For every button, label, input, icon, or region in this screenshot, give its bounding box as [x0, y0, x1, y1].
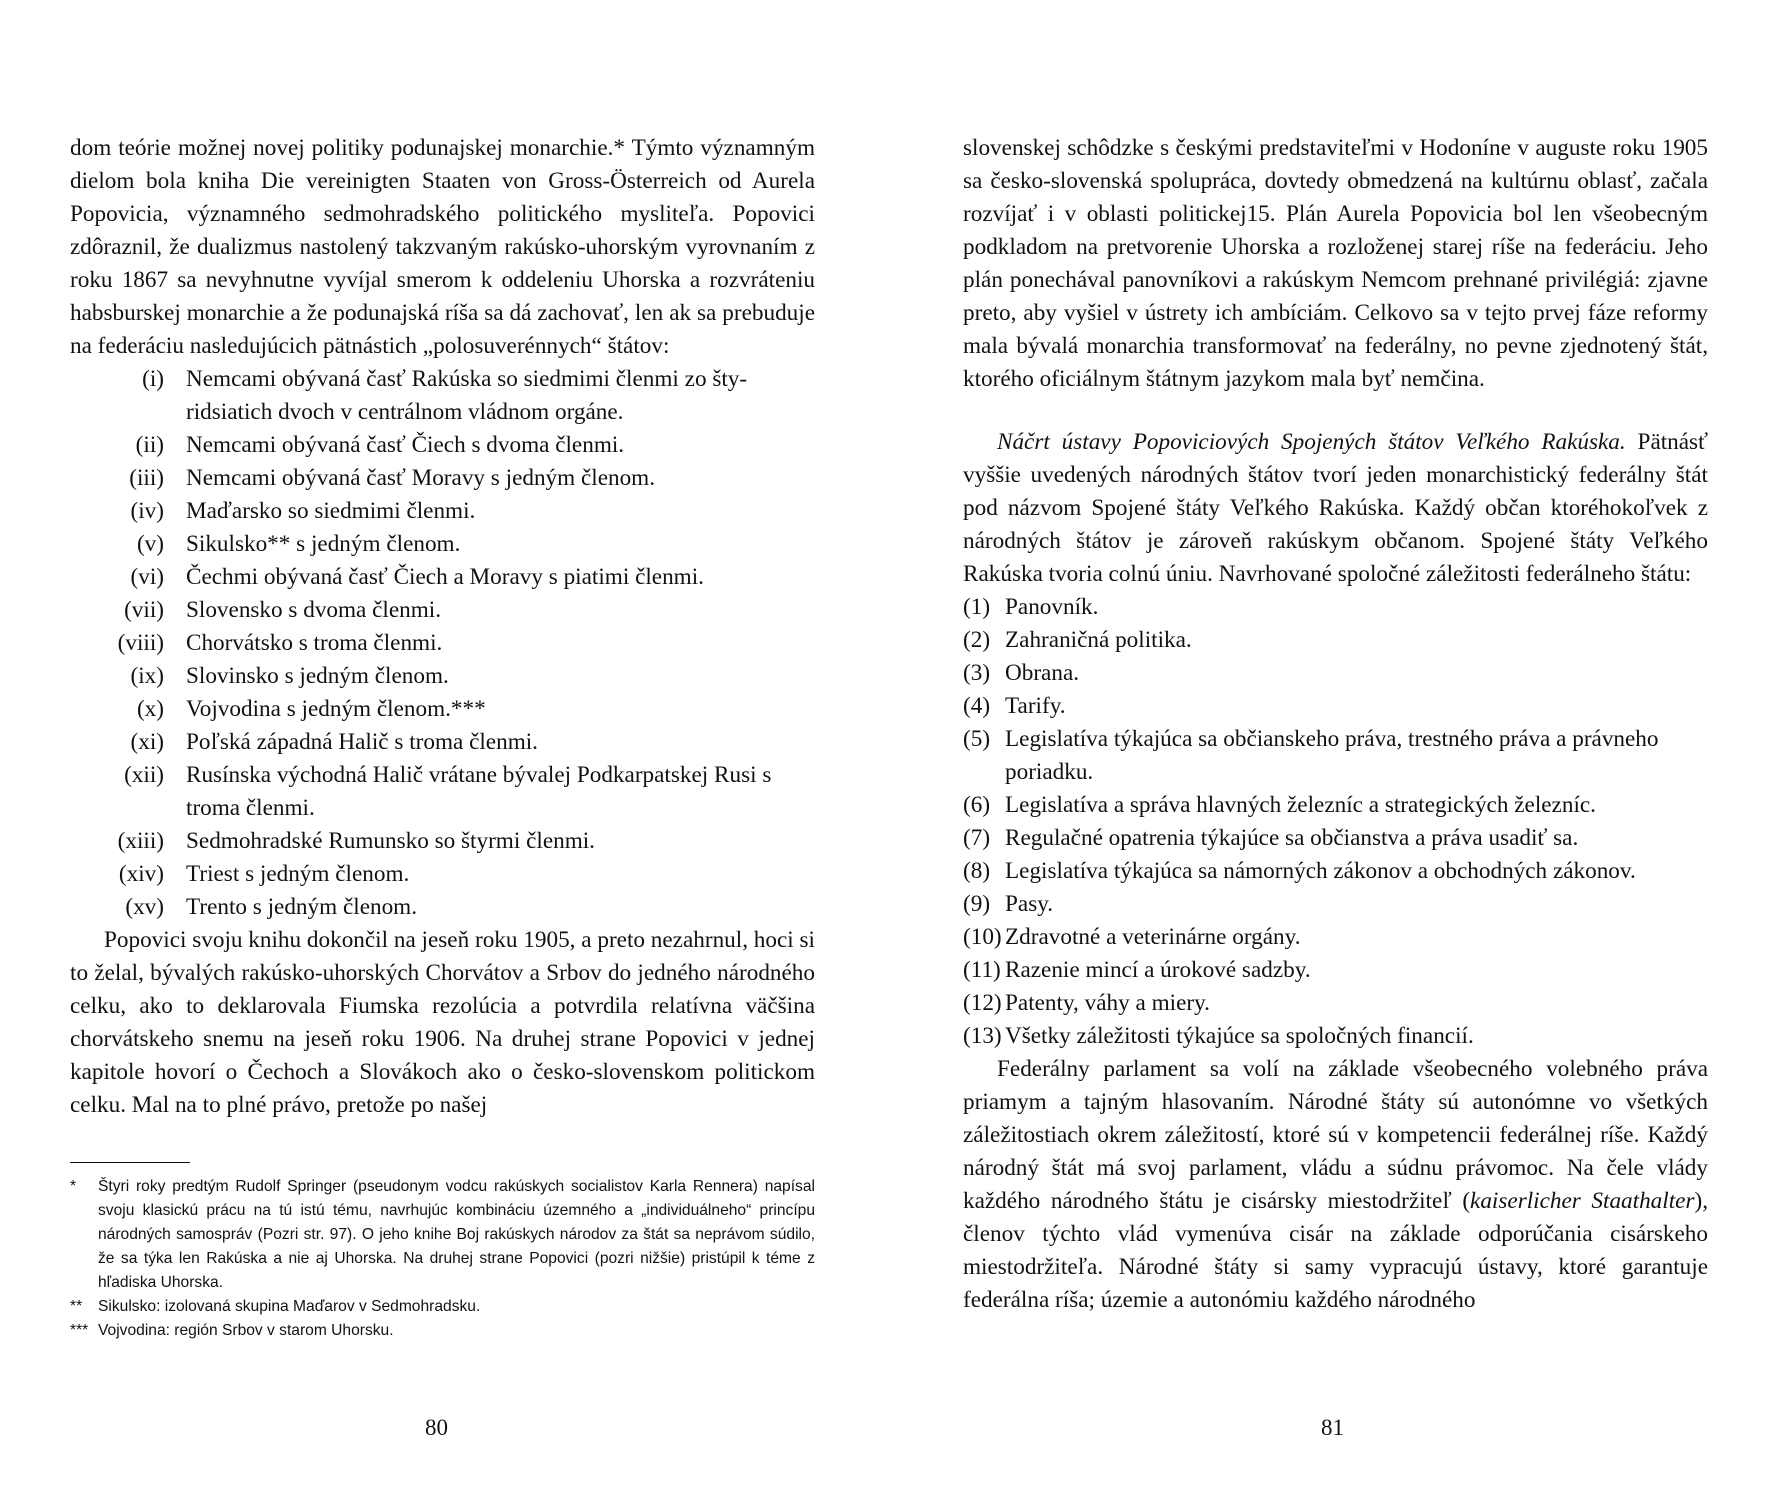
list-item-text: Tarify.	[1005, 693, 1066, 719]
list-item	[70, 429, 815, 462]
list-item	[963, 723, 1708, 789]
footnote-divider	[70, 1162, 190, 1163]
list-item-number: (11)	[963, 957, 1001, 983]
list-item	[963, 888, 1708, 921]
list-item-number: (13)	[963, 1023, 1002, 1049]
list-item-number: (xiv)	[118, 861, 164, 887]
list-item	[963, 822, 1708, 855]
list-item-number: (10)	[963, 924, 1002, 950]
footnote-text: Vojvodina: región Srbov v starom Uhorsku.	[98, 1322, 394, 1339]
footnote	[70, 1175, 815, 1295]
list-item-number: (8)	[963, 858, 991, 884]
list-item-number: (12)	[963, 990, 1002, 1016]
list-item-number: (xi)	[130, 729, 164, 755]
page-number-right: 81	[1321, 1415, 1344, 1440]
list-item-text: Obrana.	[1005, 660, 1080, 686]
list-item	[963, 789, 1708, 822]
list-item-number: (ii)	[135, 432, 164, 458]
list-item-number: (x)	[136, 696, 164, 722]
list-item-text: Trento s jedným členom.	[186, 894, 418, 920]
list-item	[70, 693, 815, 726]
footnote-mark: **	[70, 1298, 83, 1315]
right-para-2-rest: Pätnásť vyššie uvedených národných štátov tvorí jeden monarchistický federálny štát pod názvom Spojené štáty Veľkého Rakúska. Každý občan ktoréhokoľvek z národných štátov je zároveň rakúskym občanom. Spojené štáty Veľkého Rakúska tvoria colnú úniu. Navrhované spoločné záležitosti federálneho štátu:	[963, 429, 1708, 587]
list-item-number: (ix)	[130, 663, 164, 689]
right-para-2-italic: Náčrt ústavy Popoviciových Spojených štátov Veľkého Rakúska.	[997, 429, 1626, 455]
list-item-text: Slovinsko s jedným členom.	[186, 663, 449, 689]
list-item-number: (xv)	[125, 894, 164, 920]
list-item-number: (2)	[963, 627, 991, 653]
list-item-text: Čechmi obývaná časť Čiech a Moravy s piatimi členmi.	[186, 564, 704, 590]
list-item-number: (vii)	[124, 597, 164, 623]
list-item-number: (1)	[963, 594, 991, 620]
list-item	[70, 627, 815, 660]
list-item	[963, 657, 1708, 690]
left-closing-paragraph: Popovici svoju knihu dokončil na jeseň roku 1905, a preto nezahrnul, hoci si to želal, bývalých rakúsko-uhorských Chorvátov a Srbov do jedného národného celku, ako to deklarovala Fiumska rezolúcia a potvrdila relatívna väčšina chorvátskeho snemu na jeseň roku 1906. Na druhej strane Popovici v jednej kapitole hovorí o Čechoch a Slovákoch ako o česko-slovenskom politickom celku. Mal na to plné právo, pretože po našej	[70, 927, 815, 1118]
list-item	[963, 921, 1708, 954]
list-item-text: Slovensko s dvoma členmi.	[186, 597, 442, 623]
list-item-text: Sedmohradské Rumunsko so štyrmi členmi.	[186, 828, 595, 854]
list-item-text: Nemcami obývaná časť Rakúska so siedmimi členmi zo štyridsiatich dvoch v centrálnom vládnom orgáne.	[186, 366, 748, 425]
list-item-number: (iii)	[129, 465, 164, 491]
list-item-number: (vi)	[130, 564, 164, 590]
list-item-text: Legislatíva týkajúca sa námorných zákonov a obchodných zákonov.	[1005, 858, 1636, 884]
list-item-text: Vojvodina s jedným členom.***	[186, 696, 486, 722]
footnote	[70, 1319, 815, 1343]
list-item-number: (9)	[963, 891, 991, 917]
list-item	[963, 591, 1708, 624]
list-item-number: (xiii)	[117, 828, 164, 854]
right-para-3-b: ), členov týchto vlád vymenúva cisár na základe odporúčania cisárskeho miestodržiteľa. Národné štáty si samy vypracujú ústavy, ktoré garantuje federálna ríša; územie a autonómiu každého národného	[963, 1188, 1708, 1313]
right-para-2	[963, 426, 1708, 591]
list-item	[70, 726, 815, 759]
right-page	[963, 132, 1708, 1317]
list-item-text: Zahraničná politika.	[1005, 627, 1192, 653]
list-item-number: (6)	[963, 792, 991, 818]
list-item-text: Legislatíva a správa hlavných železníc a strategických železníc.	[1005, 792, 1596, 818]
list-item	[963, 624, 1708, 657]
affairs-items	[963, 591, 1708, 1053]
list-item-number: (v)	[136, 531, 164, 557]
list-item-text: Všetky záležitosti týkajúce sa spoločných financií.	[1005, 1023, 1474, 1049]
list-item-text: Maďarsko so siedmimi členmi.	[186, 498, 476, 524]
page-number-left: 80	[425, 1415, 448, 1440]
list-item	[963, 987, 1708, 1020]
footnote-text: Štyri roky predtým Rudolf Springer (pseudonym vodcu rakúskych socialistov Karla Rennera) napísal svoju klasickú prácu na tú istú tému, navrhujúc kombináciu územného a „individuálneho“ princípu národných samospráv (Pozri str. 97). O jeho knihe Boj rakúskych národov za štát sa neprávom súdilo, že sa týka len Rakúska a nie aj Uhorska. Na druhej strane Popovici (pozri nižšie) pristúpil k téme z hľadiska Uhorska.	[98, 1178, 815, 1291]
common-affairs-list	[963, 591, 1708, 1053]
list-item-text: Pasy.	[1005, 891, 1054, 917]
list-item-number: (7)	[963, 825, 991, 851]
list-item	[70, 528, 815, 561]
left-intro-paragraph: dom teórie možnej novej politiky podunajskej monarchie.* Týmto významným dielom bola kniha Die vereinigten Staaten von Gross-Österreich od Aurela Popovicia, významného sedmohradského politického mysliteľa. Popovici zdôraznil, že dualizmus nastolený takzvaným rakúsko-uhorským vyrovnaním z roku 1867 sa nevyhnutne vyvíjal smerom k oddeleniu Uhorska a rozvráteniu habsburskej monarchie a že podunajská ríša sa dá zachovať, len ak sa prebuduje na federáciu nasledujúcich pätnástich „polosuverénnych“ štátov:	[70, 135, 815, 359]
list-item-text: Zdravotné a veterinárne orgány.	[1005, 924, 1301, 950]
list-item-text: Legislatíva týkajúca sa občianskeho práva, trestného práva a právneho poriadku.	[1005, 726, 1659, 785]
list-item	[963, 690, 1708, 723]
list-item-text: Razenie mincí a úrokové sadzby.	[1005, 957, 1311, 983]
list-item	[70, 495, 815, 528]
footnote-mark: ***	[70, 1322, 89, 1339]
list-item-text: Nemcami obývaná časť Moravy s jedným členom.	[186, 465, 656, 491]
right-para-3-a: Federálny parlament sa volí na základe všeobecného volebného práva priamym a tajným hlasovaním. Národné štáty sú autonómne vo všetkých záležitostiach okrem záležitostí, ktoré sú v kompetencii federálnej ríše. Každý národný štát má svoj parlament, vládu a súdnu právomoc. Na čele vlády každého národného štátu je cisársky miestodržiteľ (	[963, 1056, 1708, 1214]
list-item-number: (xii)	[124, 762, 164, 788]
list-item-text: Triest s jedným členom.	[186, 861, 410, 887]
list-item-number: (4)	[963, 693, 991, 719]
list-item	[70, 594, 815, 627]
list-item-number: (5)	[963, 726, 991, 752]
left-page	[70, 132, 815, 1343]
list-item-text: Nemcami obývaná časť Čiech s dvoma členmi.	[186, 432, 625, 458]
list-item-number: (3)	[963, 660, 991, 686]
list-item-number: (iv)	[130, 498, 164, 524]
list-item	[70, 660, 815, 693]
footnote-mark: *	[70, 1178, 77, 1195]
list-item-number: (i)	[142, 366, 164, 392]
list-item	[70, 462, 815, 495]
right-para-3	[963, 1053, 1708, 1317]
list-item	[70, 825, 815, 858]
list-item	[963, 954, 1708, 987]
list-item-text: Panovník.	[1005, 594, 1099, 620]
federation-states-list	[70, 363, 815, 924]
list-item	[70, 891, 815, 924]
list-item	[963, 855, 1708, 888]
list-item-text: Sikulsko** s jedným členom.	[186, 531, 461, 557]
list-item	[70, 561, 815, 594]
list-item-text: Rusínska východná Halič vrátane bývalej Podkarpatskej Rusi s troma členmi.	[186, 762, 772, 821]
list-item-number: (viii)	[117, 630, 164, 656]
right-para-3-italic: kaiserlicher Staathalter	[1470, 1188, 1695, 1214]
footnotes	[70, 1175, 815, 1343]
list-item	[963, 1020, 1708, 1053]
list-item-text: Chorvátsko s troma členmi.	[186, 630, 443, 656]
list-item-text: Poľská západná Halič s troma členmi.	[186, 729, 538, 755]
list-item	[70, 759, 815, 825]
states-items	[70, 363, 815, 924]
right-para-1: slovenskej schôdzke s českými predstaviteľmi v Hodoníne v auguste roku 1905 sa česko-slovenská spolupráca, dovtedy obmedzená na kultúrnu oblasť, začala rozvíjať i v oblasti politickej15. Plán Aurela Popovicia bol len všeobecným podkladom na pretvorenie Uhorska a rozloženej starej ríše na federáciu. Jeho plán ponechával panovníkovi a rakúskym Nemcom prehnané privilégiá: zjavne preto, aby vyšiel v ústrety ich ambíciám. Celkovo sa v tejto prvej fáze reformy mala bývalá monarchia transformovať na federálny, no pevne zjednotený štát, ktorého oficiálnym štátnym jazykom mala byť nemčina.	[963, 135, 1708, 392]
list-item	[70, 363, 815, 429]
list-item	[70, 858, 815, 891]
footnote-text: Sikulsko: izolovaná skupina Maďarov v Sedmohradsku.	[98, 1298, 481, 1315]
list-item-text: Regulačné opatrenia týkajúce sa občianstva a práva usadiť sa.	[1005, 825, 1579, 851]
list-item-text: Patenty, váhy a miery.	[1005, 990, 1210, 1016]
footnote	[70, 1295, 815, 1319]
